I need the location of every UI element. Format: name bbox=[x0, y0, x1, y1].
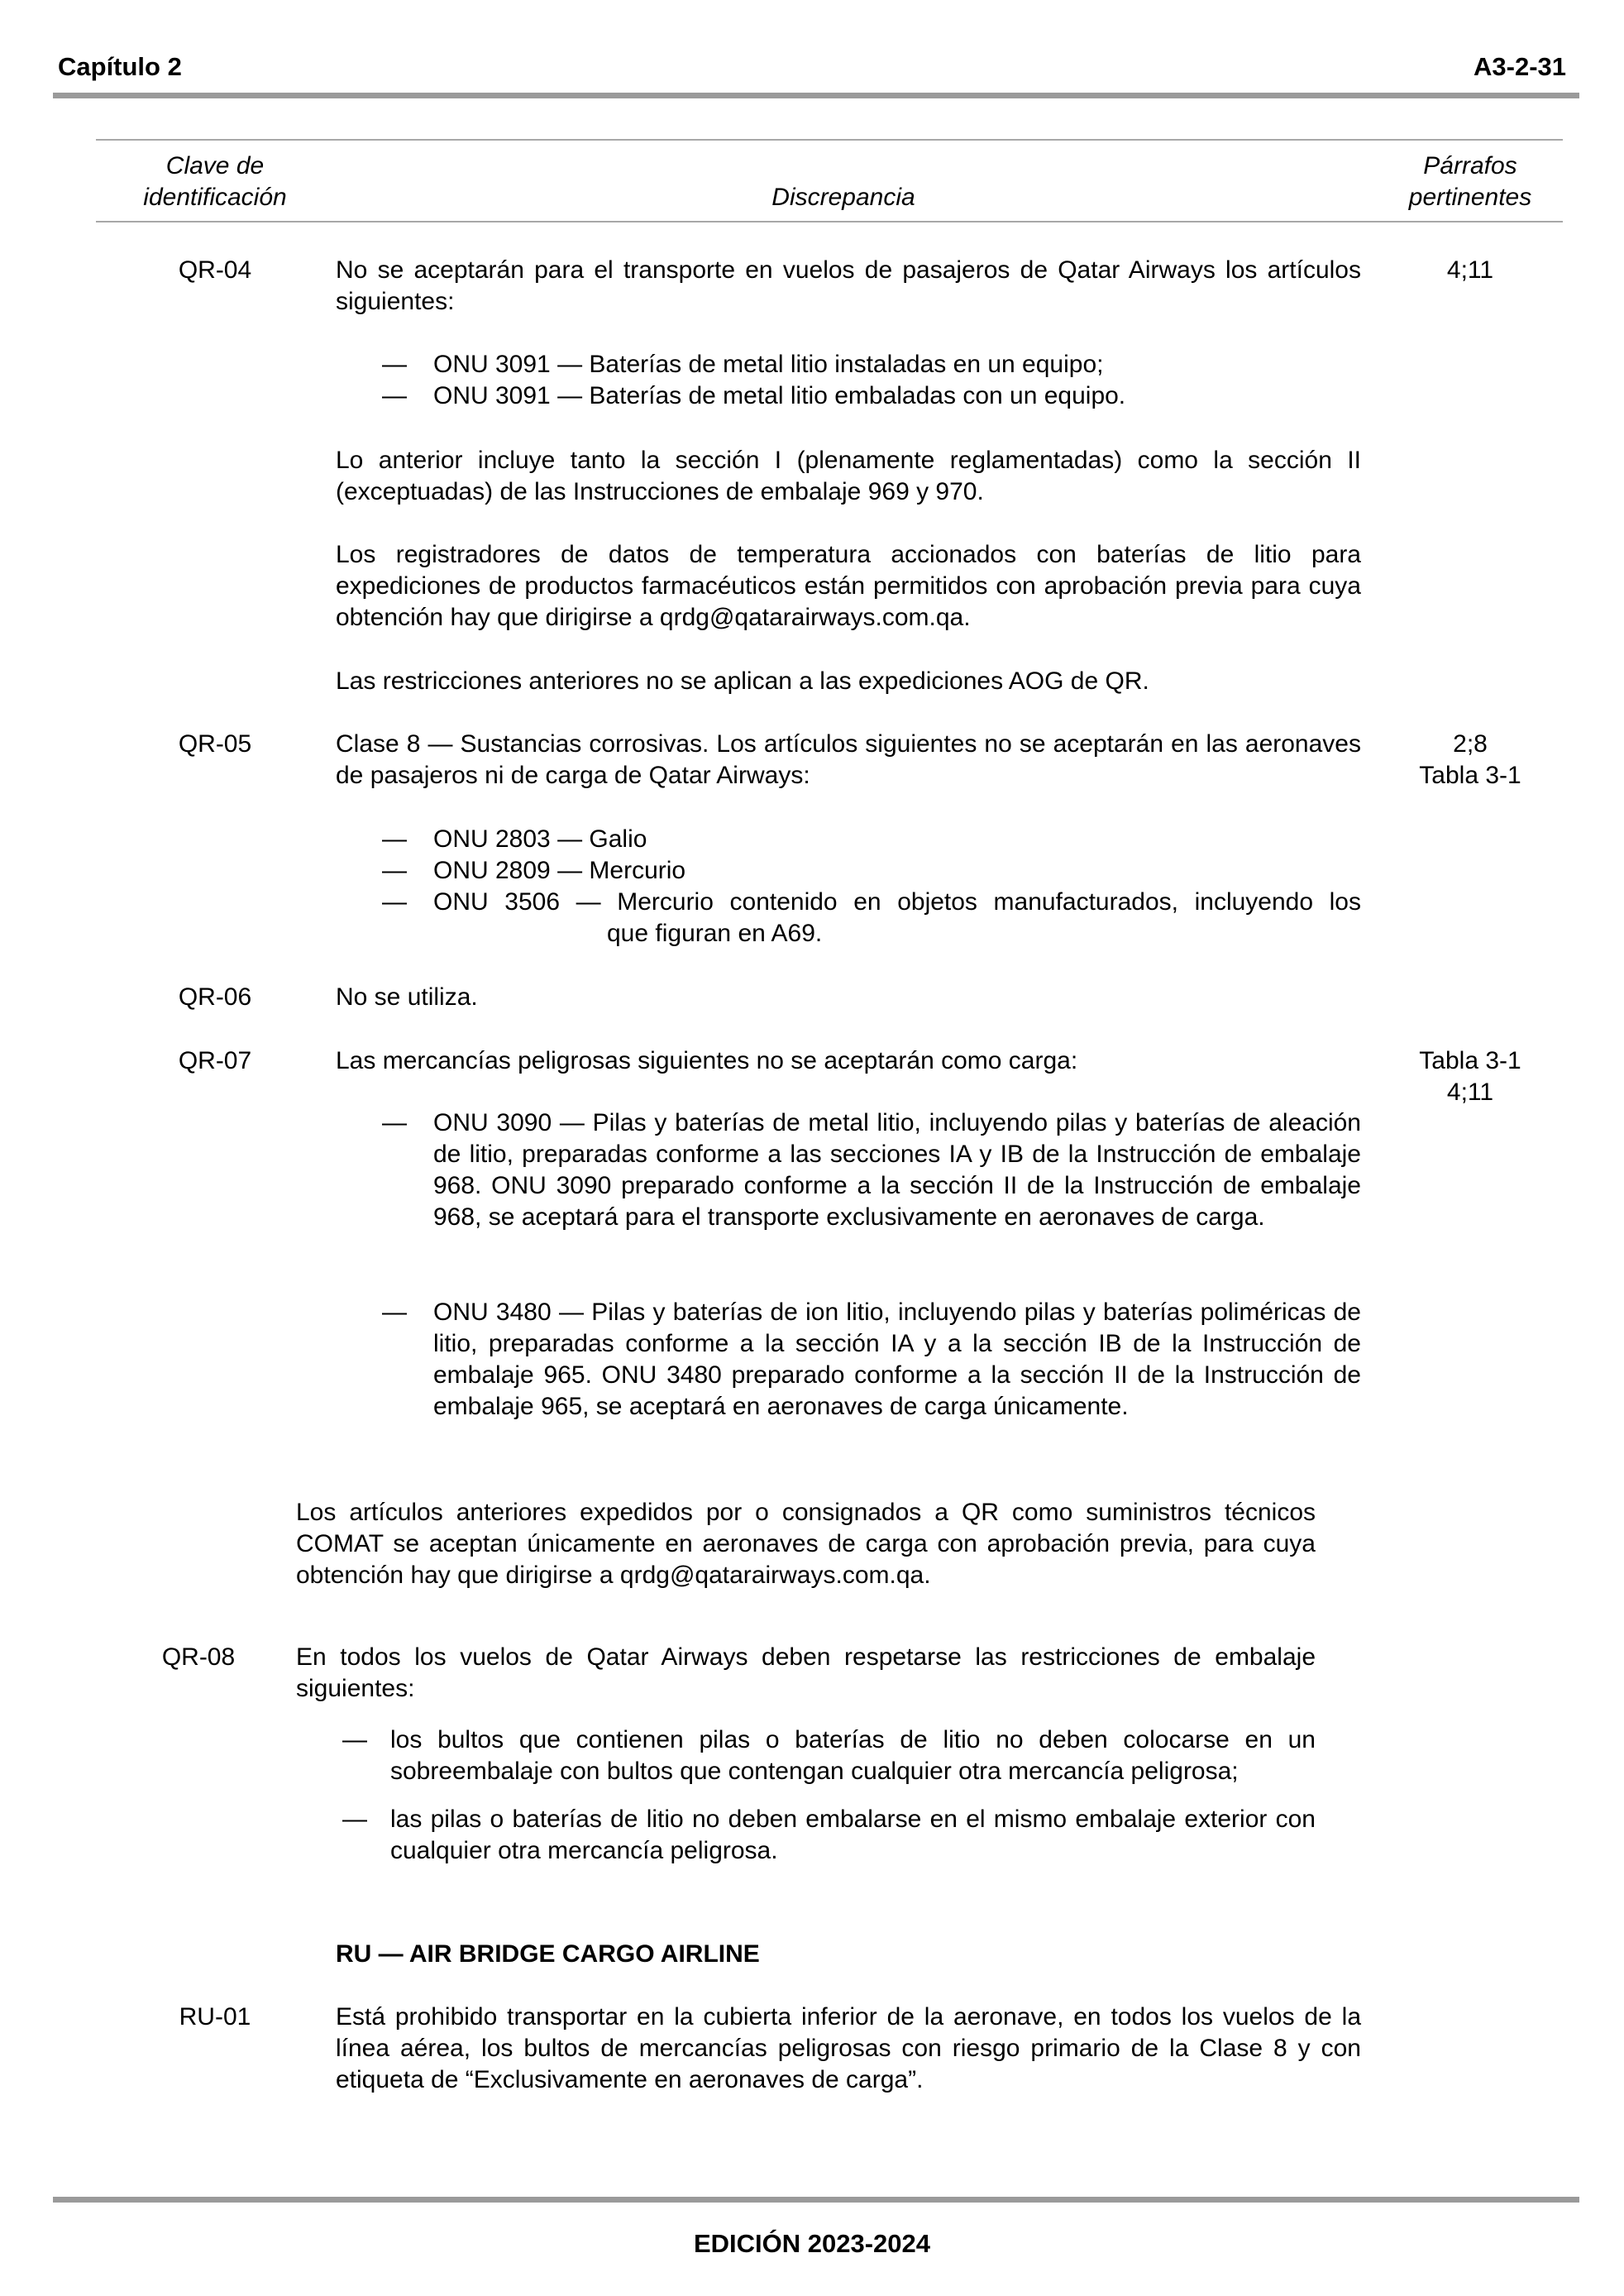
entry-ref-line: Tabla 3-1 bbox=[1419, 1047, 1521, 1074]
entry-text-qr07-p1: Las mercancías peligrosas siguientes no se aceptarán como carga: bbox=[336, 1047, 1078, 1074]
entry-refs-qr04: 4;11 bbox=[1446, 256, 1494, 284]
entry-text-qr08-p1: En todos los vuelos de Qatar Airways deben respetarse las restricciones de embalaje siguientes: bbox=[296, 1643, 1316, 1702]
list-item-text: ONU 3090 — Pilas y baterías de metal litio, incluyendo pilas y baterías de aleación de litio, preparadas conforme a las secciones IA y IB de la Instrucción de embalaje 968. ONU 3090 preparado conforme a la sección II de la Instrucción de embalaje 968, se aceptará para el transporte exclusivamente en aeronaves de carga. bbox=[433, 1109, 1361, 1231]
dash-mark: — bbox=[382, 888, 407, 916]
entry-key-qr04: QR-04 bbox=[178, 256, 252, 284]
list-item-text: ONU 2809 — Mercurio bbox=[433, 857, 686, 884]
entry-key-qr08: QR-08 bbox=[161, 1643, 236, 1671]
page-reference: A3-2-31 bbox=[1474, 52, 1566, 81]
list-item-text: ONU 3506 — Mercurio contenido en objetos manufacturados, incluyendo los bbox=[433, 888, 1361, 916]
list-item-text: ONU 2803 — Galio bbox=[433, 825, 647, 853]
list-item bbox=[296, 1724, 1316, 1787]
dash-mark: — bbox=[382, 1109, 407, 1136]
list-item bbox=[296, 1804, 1316, 1867]
list-item-text: ONU 3091 — Baterías de metal litio instaladas en un equipo; bbox=[433, 351, 1104, 378]
entry-list-qr07-item2 bbox=[336, 1297, 1361, 1423]
dash-mark: — bbox=[382, 351, 407, 378]
column-header-discrepancy: Discrepancia bbox=[771, 184, 915, 211]
entry-text-qr06-p1: No se utiliza. bbox=[336, 983, 478, 1011]
dash-mark: — bbox=[382, 1299, 407, 1326]
entry-ref-line: 4;11 bbox=[1446, 1079, 1494, 1106]
list-item bbox=[336, 824, 1361, 855]
column-header-key bbox=[124, 151, 306, 213]
entry-list-qr05 bbox=[336, 824, 1361, 949]
entry-text-qr07-p2: Los artículos anteriores expedidos por o consignados a QR como suministros técnicos COMAT se aceptan únicamente en aeronaves de carga con aprobación previa, para cuya obtención hay que dirigirse a qrdg@qatarairways.com.qa. bbox=[296, 1499, 1316, 1589]
column-header-refs-line2: pertinentes bbox=[1408, 184, 1532, 211]
edition-label: EDICIÓN 2023-2024 bbox=[693, 2229, 931, 2258]
table-head-rule bbox=[96, 221, 1563, 222]
list-item-text: ONU 3480 — Pilas y baterías de ion litio, incluyendo pilas y baterías poliméricas de litio, preparadas conforme a la sección IA y a la sección IB de la Instrucción de embalaje 965. ONU 3480 preparado conforme a la sección II de la Instrucción de embalaje 965, se aceptará en aeronaves de carga únicamente. bbox=[433, 1299, 1361, 1420]
footer-rule bbox=[53, 2197, 1579, 2203]
entry-refs-qr05 bbox=[1379, 729, 1561, 792]
table-top-rule bbox=[96, 139, 1563, 141]
list-item bbox=[336, 380, 1361, 412]
column-header-key-line2: identificación bbox=[143, 184, 287, 211]
entry-key-qr07: QR-07 bbox=[178, 1047, 252, 1074]
section-heading-ru: RU — AIR BRIDGE CARGO AIRLINE bbox=[336, 1940, 760, 1968]
entry-text-qr04-p3: Los registradores de datos de temperatura accionados con baterías de litio para expediciones de productos farmacéuticos están permitidos con aprobación previa para cuya obtención hay que dirigirse a qrdg@qatarairways.com.qa. bbox=[336, 541, 1361, 631]
list-item-text: las pilas o baterías de litio no deben embalarse en el mismo embalaje exterior con cualquier otra mercancía peligrosa. bbox=[390, 1806, 1316, 1864]
column-header-refs-line1: Párrafos bbox=[1423, 152, 1517, 179]
entry-text-qr04-p4: Las restricciones anteriores no se aplican a las expediciones AOG de QR. bbox=[336, 667, 1149, 695]
entry-text-qr04-p2: Lo anterior incluye tanto la sección I (plenamente reglamentadas) como la sección II (exceptuadas) de las Instrucciones de embalaje 969 y 970. bbox=[336, 447, 1361, 505]
list-item bbox=[336, 855, 1361, 887]
list-item bbox=[336, 349, 1361, 380]
list-item bbox=[336, 1107, 1361, 1233]
header-rule bbox=[53, 93, 1579, 98]
entry-ref-line: 2;8 bbox=[1453, 730, 1488, 758]
entry-text-ru01-p1: Está prohibido transportar en la cubierta inferior de la aeronave, en todos los vuelos de la línea aérea, los bultos de mercancías peligrosas con riesgo primario de la Clase 8 y con etiqueta de “Exclusivamente en aeronaves de carga”. bbox=[336, 2003, 1361, 2093]
list-item-text-cont: que figuran en A69. bbox=[607, 920, 823, 947]
column-header-refs bbox=[1379, 151, 1561, 213]
list-item-text: los bultos que contienen pilas o baterías de litio no deben colocarse en un sobreembalaje con bultos que contengan cualquier otra mercancía peligrosa; bbox=[390, 1726, 1316, 1785]
list-item bbox=[336, 1297, 1361, 1423]
dash-mark: — bbox=[342, 1806, 367, 1833]
dash-mark: — bbox=[342, 1726, 367, 1753]
entry-list-qr08 bbox=[296, 1724, 1316, 1867]
entry-ref-line: Tabla 3-1 bbox=[1419, 762, 1521, 789]
entry-refs-qr07 bbox=[1379, 1045, 1561, 1108]
column-header-key-line1: Clave de bbox=[165, 152, 265, 179]
entry-key-qr05: QR-05 bbox=[178, 730, 252, 758]
dash-mark: — bbox=[382, 382, 407, 409]
list-item bbox=[336, 887, 1361, 949]
dash-mark: — bbox=[382, 825, 407, 853]
dash-mark: — bbox=[382, 857, 407, 884]
chapter-label: Capítulo 2 bbox=[58, 52, 182, 81]
entry-list-qr04 bbox=[336, 349, 1361, 412]
entry-key-ru01: RU-01 bbox=[179, 2003, 251, 2031]
entry-text-qr05-p1: Clase 8 — Sustancias corrosivas. Los artículos siguientes no se aceptarán en las aeronaves de pasajeros ni de carga de Qatar Airways: bbox=[336, 730, 1361, 789]
entry-key-qr06: QR-06 bbox=[178, 983, 252, 1011]
list-item-text: ONU 3091 — Baterías de metal litio embaladas con un equipo. bbox=[433, 382, 1126, 409]
entry-text-qr04-p1: No se aceptarán para el transporte en vuelos de pasajeros de Qatar Airways los artículos siguientes: bbox=[336, 256, 1361, 315]
entry-list-qr07-item1 bbox=[336, 1107, 1361, 1233]
